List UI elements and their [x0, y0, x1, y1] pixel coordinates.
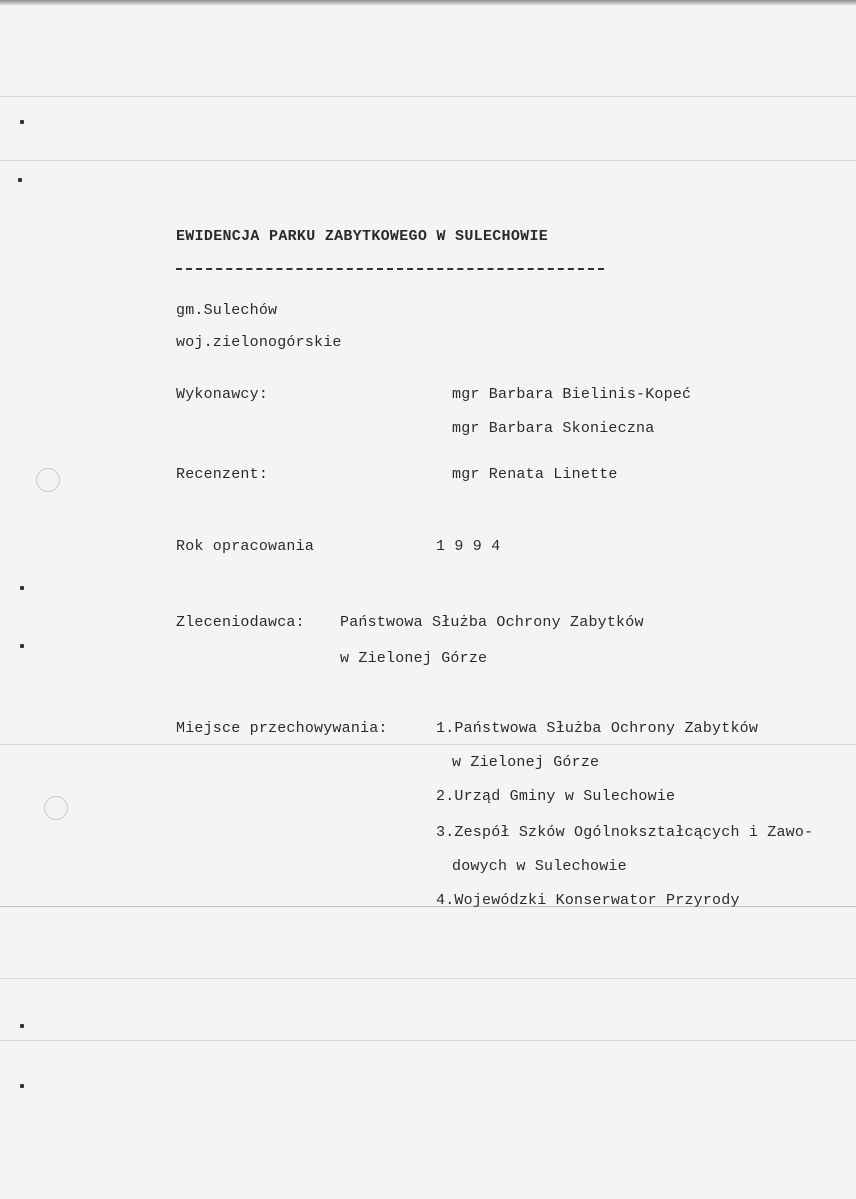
scan-line [0, 160, 856, 161]
client-label: Zleceniodawca: [176, 614, 305, 631]
performers-label: Wykonawcy: [176, 386, 269, 403]
scan-line [0, 978, 856, 979]
scan-line [0, 906, 856, 907]
storage-item-1-cont: w Zielonej Górze [452, 754, 600, 771]
reviewer-label: Recenzent: [176, 466, 269, 483]
storage-label: Miejsce przechowywania: [176, 720, 388, 737]
scan-top-edge [0, 0, 856, 6]
edge-mark [18, 178, 22, 182]
edge-mark [20, 586, 24, 590]
municipality: gm.Sulechów [176, 302, 278, 319]
performer-1: mgr Barbara Bielinis-Kopeć [452, 386, 692, 403]
edge-mark [20, 644, 24, 648]
client-line-1: Państwowa Służba Ochrony Zabytków [340, 614, 644, 631]
reviewer-name: mgr Renata Linette [452, 466, 618, 483]
year-value: 1 9 9 4 [436, 538, 501, 555]
scan-line [0, 96, 856, 97]
voivodeship: woj.zielonogórskie [176, 334, 342, 351]
storage-item-1: 1.Państwowa Służba Ochrony Zabytków [436, 720, 759, 737]
year-label: Rok opracowania [176, 538, 315, 555]
scan-line [0, 1040, 856, 1041]
scan-line [0, 744, 856, 745]
storage-item-3-cont: dowych w Sulechowie [452, 858, 627, 875]
client-line-2: w Zielonej Górze [340, 650, 488, 667]
punch-hole [44, 796, 68, 820]
edge-mark [20, 120, 24, 124]
title-underline [176, 268, 604, 270]
punch-hole [36, 468, 60, 492]
edge-mark [20, 1084, 24, 1088]
storage-item-3: 3.Zespół Szków Ogólnokształcących i Zawo- [436, 824, 814, 841]
storage-item-2: 2.Urząd Gminy w Sulechowie [436, 788, 676, 805]
document-title: EWIDENCJA PARKU ZABYTKOWEGO W SULECHOWIE [176, 228, 549, 245]
edge-mark [20, 1024, 24, 1028]
performer-2: mgr Barbara Skonieczna [452, 420, 655, 437]
storage-item-4: 4.Wojewódzki Konserwator Przyrody [436, 892, 740, 909]
